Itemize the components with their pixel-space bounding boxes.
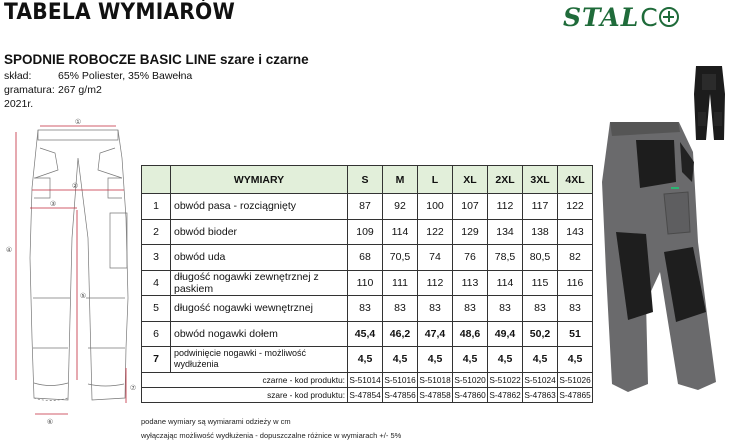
table-row — [142, 270, 593, 296]
row-label-cell — [171, 347, 348, 373]
cell-value: 4,5 — [383, 347, 418, 373]
marker-2: ② — [71, 182, 79, 190]
product-code: S-47860 — [453, 387, 488, 402]
row-number: 6 — [142, 321, 171, 347]
cell-value: 47,4 — [418, 321, 453, 347]
row-label: obwód nogawki dołem — [171, 321, 348, 347]
product-code: S-51024 — [523, 372, 558, 387]
code-row-black — [142, 372, 593, 387]
row-label: obwód bioder — [171, 219, 348, 245]
marker-4: ④ — [5, 246, 13, 254]
cell-value: 82 — [558, 245, 593, 271]
cell-value: 45,4 — [348, 321, 383, 347]
header-size-m: M — [383, 166, 418, 194]
code-label: szare - kod produktu: — [142, 387, 348, 402]
product-code: S-51022 — [488, 372, 523, 387]
product-code: S-51018 — [418, 372, 453, 387]
product-name: SPODNIE ROBOCZE BASIC LINE szare i czarne — [4, 52, 309, 67]
table-row — [142, 194, 593, 220]
cell-value: 143 — [558, 219, 593, 245]
row-number: 4 — [142, 270, 171, 296]
marker-1: ① — [74, 118, 82, 126]
header-num — [142, 166, 171, 194]
cell-value: 68 — [348, 245, 383, 271]
cell-value: 50,2 — [523, 321, 558, 347]
cell-value: 112 — [488, 194, 523, 220]
cell-value: 78,5 — [488, 245, 523, 271]
cell-value: 4,5 — [348, 347, 383, 373]
cell-value: 138 — [523, 219, 558, 245]
spec-weight — [4, 84, 102, 96]
spec-label: gramatura: — [4, 84, 55, 96]
cell-value: 80,5 — [523, 245, 558, 271]
header-size-3xl: 3XL — [523, 166, 558, 194]
cell-value: 4,5 — [558, 347, 593, 373]
cell-value: 117 — [523, 194, 558, 220]
row-number: 7 — [142, 347, 171, 373]
cell-value: 51 — [558, 321, 593, 347]
header-size-l: L — [418, 166, 453, 194]
header-size-4xl: 4XL — [558, 166, 593, 194]
cell-value: 83 — [418, 296, 453, 322]
cell-value: 83 — [348, 296, 383, 322]
cell-value: 122 — [418, 219, 453, 245]
table-header-row — [142, 166, 593, 194]
header-wymiary: WYMIARY — [171, 166, 348, 194]
cell-value: 129 — [453, 219, 488, 245]
logo-text: STAL — [563, 2, 640, 32]
table-row — [142, 347, 593, 373]
note-tolerance: wyłączając możliwość wydłużenia - dopuszczalne różnice w wymiarach +/- 5% — [141, 431, 402, 440]
cell-value: 83 — [558, 296, 593, 322]
cell-value: 83 — [453, 296, 488, 322]
cell-value: 83 — [523, 296, 558, 322]
product-code: S-47865 — [558, 387, 593, 402]
row-label: obwód uda — [171, 245, 348, 271]
spec-value: 267 g/m2 — [58, 84, 102, 96]
cell-value: 111 — [383, 270, 418, 296]
product-code: S-47862 — [488, 387, 523, 402]
marker-5: ⑤ — [79, 292, 87, 300]
header-size-s: S — [348, 166, 383, 194]
spec-composition — [4, 70, 192, 82]
cell-value: 110 — [348, 270, 383, 296]
spec-year — [4, 98, 33, 110]
marker-3: ③ — [49, 200, 57, 208]
product-code: S-51016 — [383, 372, 418, 387]
row-label: podwinięcie nogawki - możliwość wydłużenia — [174, 348, 307, 370]
product-code: S-47858 — [418, 387, 453, 402]
row-number: 1 — [142, 194, 171, 220]
cell-value: 83 — [383, 296, 418, 322]
cell-value: 76 — [453, 245, 488, 271]
product-code: S-51014 — [348, 372, 383, 387]
cell-value: 49,4 — [488, 321, 523, 347]
header-size-2xl: 2XL — [488, 166, 523, 194]
header-size-xl: XL — [453, 166, 488, 194]
product-code: S-51020 — [453, 372, 488, 387]
product-code: S-47856 — [383, 387, 418, 402]
note-units: podane wymiary są wymiarami odzieży w cm — [141, 417, 291, 426]
row-number: 5 — [142, 296, 171, 322]
cell-value: 48,6 — [453, 321, 488, 347]
row-number: 3 — [142, 245, 171, 271]
cell-value: 113 — [453, 270, 488, 296]
spec-label: 2021r. — [4, 98, 34, 110]
cell-value: 83 — [488, 296, 523, 322]
table-row — [142, 296, 593, 322]
table-row — [142, 219, 593, 245]
row-label: długość nogawki wewnętrznej — [171, 296, 348, 322]
cell-value: 4,5 — [523, 347, 558, 373]
grey-black-trousers-photo — [598, 122, 730, 412]
trousers-technical-drawing — [0, 118, 140, 428]
product-code: S-47863 — [523, 387, 558, 402]
marker-6: ⑥ — [46, 418, 54, 426]
code-label: czarne - kod produktu: — [142, 372, 348, 387]
stalco-logo — [563, 2, 679, 32]
code-row-grey — [142, 387, 593, 402]
row-number: 2 — [142, 219, 171, 245]
product-code: S-51026 — [558, 372, 593, 387]
cell-value: 4,5 — [418, 347, 453, 373]
size-table — [141, 165, 593, 403]
cell-value: 74 — [418, 245, 453, 271]
cell-value: 100 — [418, 194, 453, 220]
row-label: obwód pasa - rozciągnięty — [171, 194, 348, 220]
cell-value: 112 — [418, 270, 453, 296]
cell-value: 4,5 — [453, 347, 488, 373]
table-row — [142, 321, 593, 347]
cell-value: 134 — [488, 219, 523, 245]
page-title: TABELA WYMIARÓW — [4, 0, 235, 25]
cell-value: 116 — [558, 270, 593, 296]
cell-value: 70,5 — [383, 245, 418, 271]
logo-c: C — [640, 2, 658, 32]
cell-value: 109 — [348, 219, 383, 245]
spec-label: skład: — [4, 70, 32, 82]
logo-plus-icon — [659, 7, 679, 27]
cell-value: 114 — [383, 219, 418, 245]
cell-value: 4,5 — [488, 347, 523, 373]
cell-value: 115 — [523, 270, 558, 296]
cell-value: 114 — [488, 270, 523, 296]
spec-value: 65% Poliester, 35% Bawełna — [58, 70, 193, 82]
cell-value: 107 — [453, 194, 488, 220]
cell-value: 46,2 — [383, 321, 418, 347]
row-label: długość nogawki zewnętrznej z paskiem — [171, 270, 348, 296]
product-code: S-47854 — [348, 387, 383, 402]
table-row — [142, 245, 593, 271]
cell-value: 122 — [558, 194, 593, 220]
cell-value: 87 — [348, 194, 383, 220]
marker-7: ⑦ — [129, 384, 137, 392]
cell-value: 92 — [383, 194, 418, 220]
